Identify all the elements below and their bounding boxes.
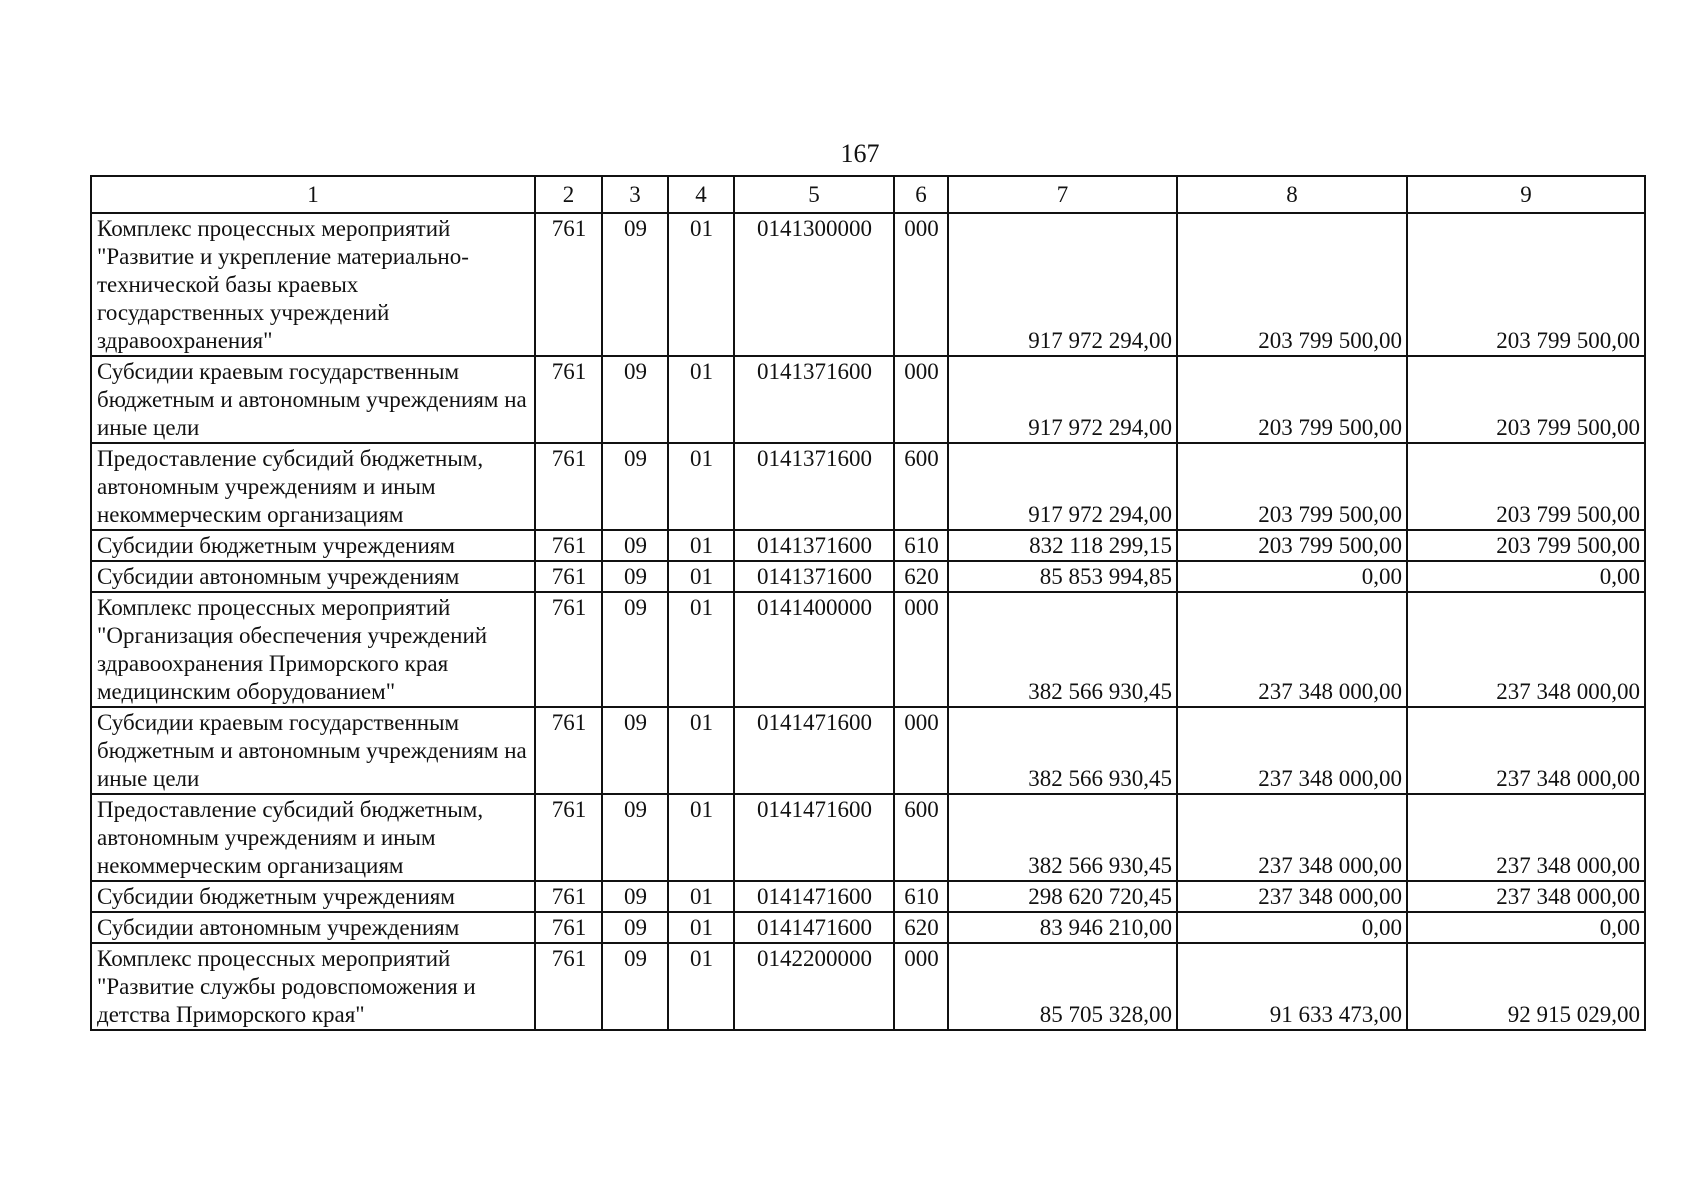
expense-type-cell: 610 xyxy=(894,530,948,561)
expense-type-cell: 000 xyxy=(894,592,948,707)
item-name-cell: Предоставление субсидий бюджетным, автономным учреждениям и иным некоммерческим организациям xyxy=(91,443,535,530)
expense-type-cell: 000 xyxy=(894,213,948,356)
section-code-cell: 09 xyxy=(602,943,668,1030)
subsection-code-cell: 01 xyxy=(668,530,734,561)
amount-col8-cell: 237 348 000,00 xyxy=(1177,592,1407,707)
table-row xyxy=(91,443,1645,530)
ministry-code-cell: 761 xyxy=(535,943,602,1030)
ministry-code-cell: 761 xyxy=(535,881,602,912)
subsection-code-cell: 01 xyxy=(668,943,734,1030)
ministry-code-cell: 761 xyxy=(535,912,602,943)
item-name-cell: Комплекс процессных мероприятий "Организация обеспечения учреждений здравоохранения Приморского края медицинским оборудованием" xyxy=(91,592,535,707)
item-name-cell: Субсидии бюджетным учреждениям xyxy=(91,530,535,561)
target-article-cell: 0141471600 xyxy=(734,794,894,881)
target-article-cell: 0141371600 xyxy=(734,356,894,443)
amount-col8-cell: 0,00 xyxy=(1177,912,1407,943)
amount-col7-cell: 298 620 720,45 xyxy=(948,881,1177,912)
expense-type-cell: 000 xyxy=(894,356,948,443)
item-name-cell: Субсидии бюджетным учреждениям xyxy=(91,881,535,912)
table-row xyxy=(91,530,1645,561)
ministry-code-cell: 761 xyxy=(535,707,602,794)
budget-table xyxy=(90,175,1646,1031)
subsection-code-cell: 01 xyxy=(668,443,734,530)
ministry-code-cell: 761 xyxy=(535,356,602,443)
amount-col9-cell: 203 799 500,00 xyxy=(1407,213,1645,356)
target-article-cell: 0141371600 xyxy=(734,530,894,561)
table-row xyxy=(91,356,1645,443)
amount-col8-cell: 237 348 000,00 xyxy=(1177,707,1407,794)
amount-col7-cell: 917 972 294,00 xyxy=(948,443,1177,530)
amount-col9-cell: 237 348 000,00 xyxy=(1407,881,1645,912)
table-row xyxy=(91,592,1645,707)
ministry-code-cell: 761 xyxy=(535,213,602,356)
amount-col9-cell: 0,00 xyxy=(1407,912,1645,943)
amount-col9-cell: 203 799 500,00 xyxy=(1407,530,1645,561)
table-row xyxy=(91,707,1645,794)
amount-col7-cell: 382 566 930,45 xyxy=(948,794,1177,881)
amount-col9-cell: 203 799 500,00 xyxy=(1407,443,1645,530)
item-name-cell: Субсидии краевым государственным бюджетным и автономным учреждениям на иные цели xyxy=(91,356,535,443)
column-header: 8 xyxy=(1177,176,1407,213)
section-code-cell: 09 xyxy=(602,213,668,356)
amount-col7-cell: 85 853 994,85 xyxy=(948,561,1177,592)
amount-col9-cell: 237 348 000,00 xyxy=(1407,794,1645,881)
amount-col8-cell: 203 799 500,00 xyxy=(1177,356,1407,443)
expense-type-cell: 000 xyxy=(894,943,948,1030)
section-code-cell: 09 xyxy=(602,881,668,912)
expense-type-cell: 600 xyxy=(894,443,948,530)
amount-col9-cell: 237 348 000,00 xyxy=(1407,707,1645,794)
target-article-cell: 0141371600 xyxy=(734,443,894,530)
table-row xyxy=(91,881,1645,912)
subsection-code-cell: 01 xyxy=(668,881,734,912)
section-code-cell: 09 xyxy=(602,530,668,561)
ministry-code-cell: 761 xyxy=(535,561,602,592)
amount-col7-cell: 917 972 294,00 xyxy=(948,213,1177,356)
amount-col8-cell: 203 799 500,00 xyxy=(1177,530,1407,561)
ministry-code-cell: 761 xyxy=(535,794,602,881)
amount-col9-cell: 237 348 000,00 xyxy=(1407,592,1645,707)
page-number: 167 xyxy=(840,139,880,168)
column-header: 9 xyxy=(1407,176,1645,213)
item-name-cell: Субсидии краевым государственным бюджетным и автономным учреждениям на иные цели xyxy=(91,707,535,794)
subsection-code-cell: 01 xyxy=(668,912,734,943)
amount-col7-cell: 832 118 299,15 xyxy=(948,530,1177,561)
ministry-code-cell: 761 xyxy=(535,530,602,561)
amount-col8-cell: 237 348 000,00 xyxy=(1177,881,1407,912)
ministry-code-cell: 761 xyxy=(535,443,602,530)
section-code-cell: 09 xyxy=(602,592,668,707)
section-code-cell: 09 xyxy=(602,707,668,794)
subsection-code-cell: 01 xyxy=(668,707,734,794)
table-row xyxy=(91,912,1645,943)
subsection-code-cell: 01 xyxy=(668,592,734,707)
target-article-cell: 0141471600 xyxy=(734,912,894,943)
table-row xyxy=(91,561,1645,592)
amount-col8-cell: 203 799 500,00 xyxy=(1177,213,1407,356)
amount-col9-cell: 92 915 029,00 xyxy=(1407,943,1645,1030)
amount-col9-cell: 0,00 xyxy=(1407,561,1645,592)
item-name-cell: Комплекс процессных мероприятий "Развитие службы родовспоможения и детства Приморского края" xyxy=(91,943,535,1030)
expense-type-cell: 610 xyxy=(894,881,948,912)
amount-col7-cell: 382 566 930,45 xyxy=(948,707,1177,794)
amount-col8-cell: 91 633 473,00 xyxy=(1177,943,1407,1030)
item-name-cell: Субсидии автономным учреждениям xyxy=(91,912,535,943)
amount-col8-cell: 203 799 500,00 xyxy=(1177,443,1407,530)
item-name-cell: Комплекс процессных мероприятий "Развитие и укрепление материально-технической базы краевых государственных учреждений здравоохранения" xyxy=(91,213,535,356)
header-row xyxy=(91,176,1645,213)
item-name-cell: Субсидии автономным учреждениям xyxy=(91,561,535,592)
target-article-cell: 0141471600 xyxy=(734,881,894,912)
target-article-cell: 0142200000 xyxy=(734,943,894,1030)
amount-col8-cell: 0,00 xyxy=(1177,561,1407,592)
item-name-cell: Предоставление субсидий бюджетным, автономным учреждениям и иным некоммерческим организациям xyxy=(91,794,535,881)
amount-col7-cell: 85 705 328,00 xyxy=(948,943,1177,1030)
section-code-cell: 09 xyxy=(602,356,668,443)
target-article-cell: 0141371600 xyxy=(734,561,894,592)
amount-col9-cell: 203 799 500,00 xyxy=(1407,356,1645,443)
column-header: 3 xyxy=(602,176,668,213)
expense-type-cell: 600 xyxy=(894,794,948,881)
column-header: 5 xyxy=(734,176,894,213)
subsection-code-cell: 01 xyxy=(668,213,734,356)
amount-col8-cell: 237 348 000,00 xyxy=(1177,794,1407,881)
subsection-code-cell: 01 xyxy=(668,794,734,881)
table-row xyxy=(91,794,1645,881)
column-header: 1 xyxy=(91,176,535,213)
expense-type-cell: 000 xyxy=(894,707,948,794)
section-code-cell: 09 xyxy=(602,561,668,592)
table-row xyxy=(91,213,1645,356)
target-article-cell: 0141471600 xyxy=(734,707,894,794)
target-article-cell: 0141400000 xyxy=(734,592,894,707)
column-header: 2 xyxy=(535,176,602,213)
subsection-code-cell: 01 xyxy=(668,356,734,443)
amount-col7-cell: 917 972 294,00 xyxy=(948,356,1177,443)
column-header: 6 xyxy=(894,176,948,213)
section-code-cell: 09 xyxy=(602,443,668,530)
amount-col7-cell: 83 946 210,00 xyxy=(948,912,1177,943)
ministry-code-cell: 761 xyxy=(535,592,602,707)
subsection-code-cell: 01 xyxy=(668,561,734,592)
expense-type-cell: 620 xyxy=(894,912,948,943)
target-article-cell: 0141300000 xyxy=(734,213,894,356)
section-code-cell: 09 xyxy=(602,794,668,881)
table-row xyxy=(91,943,1645,1030)
column-header: 7 xyxy=(948,176,1177,213)
column-header: 4 xyxy=(668,176,734,213)
amount-col7-cell: 382 566 930,45 xyxy=(948,592,1177,707)
section-code-cell: 09 xyxy=(602,912,668,943)
expense-type-cell: 620 xyxy=(894,561,948,592)
